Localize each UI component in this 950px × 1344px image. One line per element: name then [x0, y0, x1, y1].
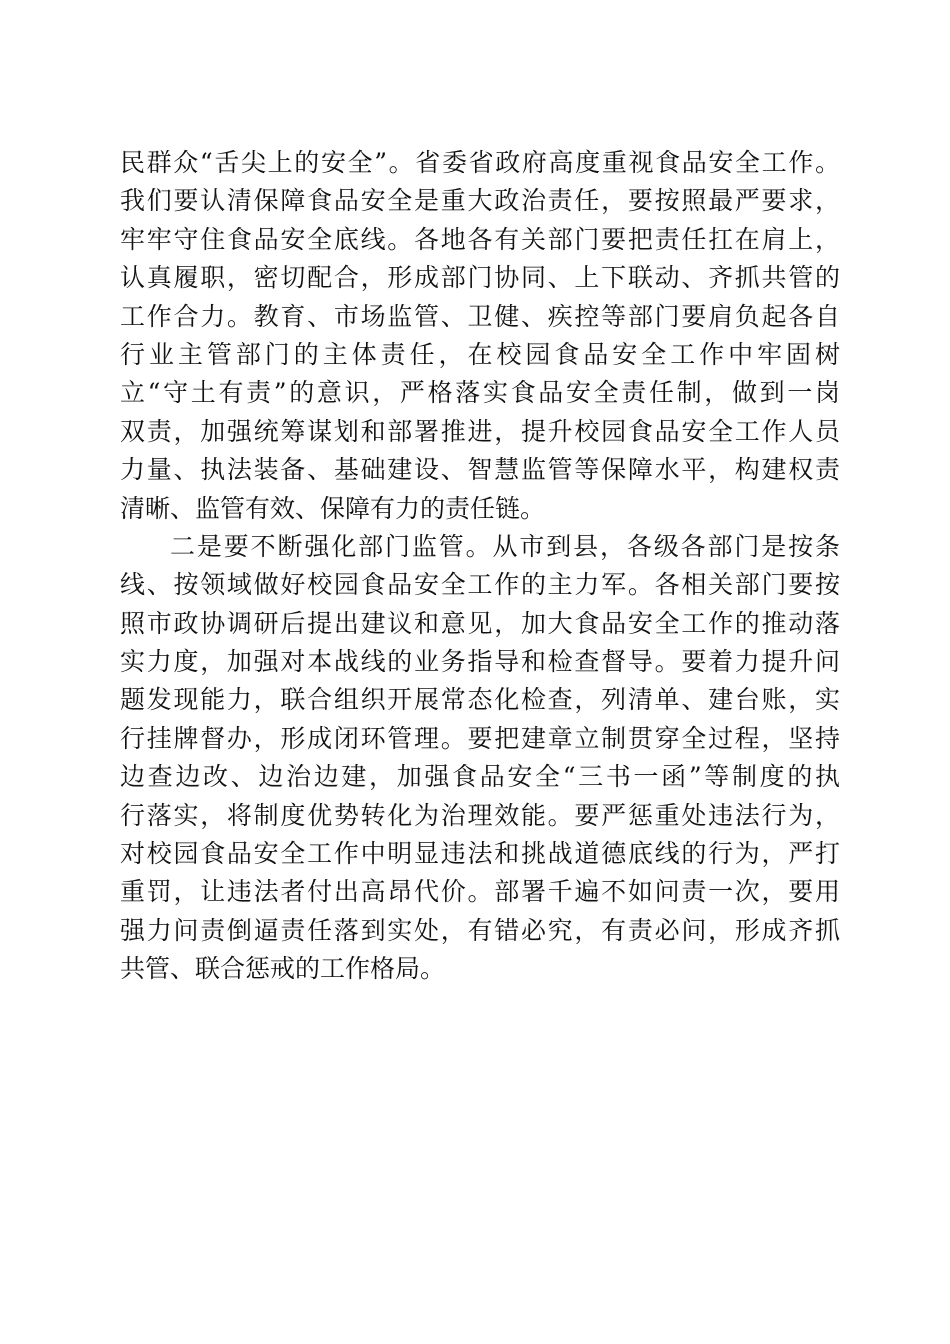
document-body [120, 144, 840, 989]
paragraph-first-line: 二是要不断强化部门监管。从市到县，各级各部门是按条 [170, 531, 840, 561]
text-line: 题发现能力，联合组织开展常态化检查，列清单、建台账，实 [120, 685, 840, 715]
text-line: 边查边改、边治边建，加强食品安全“三书一函”等制度的执 [120, 762, 840, 792]
text-line: 共管、联合惩戒的工作格局。 [120, 954, 446, 984]
text-line: 实力度，加强对本战线的业务指导和检查督导。要着力提升问 [120, 647, 840, 677]
text-line: 民群众“舌尖上的安全”。省委省政府高度重视食品安全工作。 [120, 148, 840, 177]
text-line: 线、按领域做好校园食品安全工作的主力军。各相关部门要按 [120, 570, 840, 600]
text-line: 对校园食品安全工作中明显违法和挑战道德底线的行为，严打 [120, 839, 840, 869]
text-line: 我们要认清保障食品安全是重大政治责任，要按照最严要求， [120, 186, 840, 216]
text-line: 双责，加强统筹谋划和部署推进，提升校园食品安全工作人员 [120, 416, 840, 446]
text-line: 立“守土有责”的意识，严格落实食品安全责任制，做到一岗 [120, 378, 840, 408]
text-line: 牢牢守住食品安全底线。各地各有关部门要把责任扛在肩上， [120, 224, 840, 254]
text-line: 力量、执法装备、基础建设、智慧监管等保障水平，构建权责 [120, 455, 840, 485]
text-line: 行落实，将制度优势转化为治理效能。要严惩重处违法行为， [120, 800, 840, 830]
text-line: 行挂牌督办，形成闭环管理。要把建章立制贯穿全过程，坚持 [120, 723, 840, 753]
text-line: 工作合力。教育、市场监管、卫健、疾控等部门要肩负起各自 [120, 301, 840, 331]
text-line: 清晰、监管有效、保障有力的责任链。 [120, 493, 546, 523]
text-line: 强力问责倒逼责任落到实处，有错必究，有责必问，形成齐抓 [120, 915, 840, 945]
text-line: 重罚，让违法者付出高昂代价。部署千遍不如问责一次，要用 [120, 877, 840, 907]
text-line: 照市政协调研后提出建议和意见，加大食品安全工作的推动落 [120, 608, 840, 638]
text-line: 认真履职，密切配合，形成部门协同、上下联动、齐抓共管的 [120, 263, 840, 293]
text-line: 行业主管部门的主体责任，在校园食品安全工作中牢固树 [120, 339, 840, 369]
